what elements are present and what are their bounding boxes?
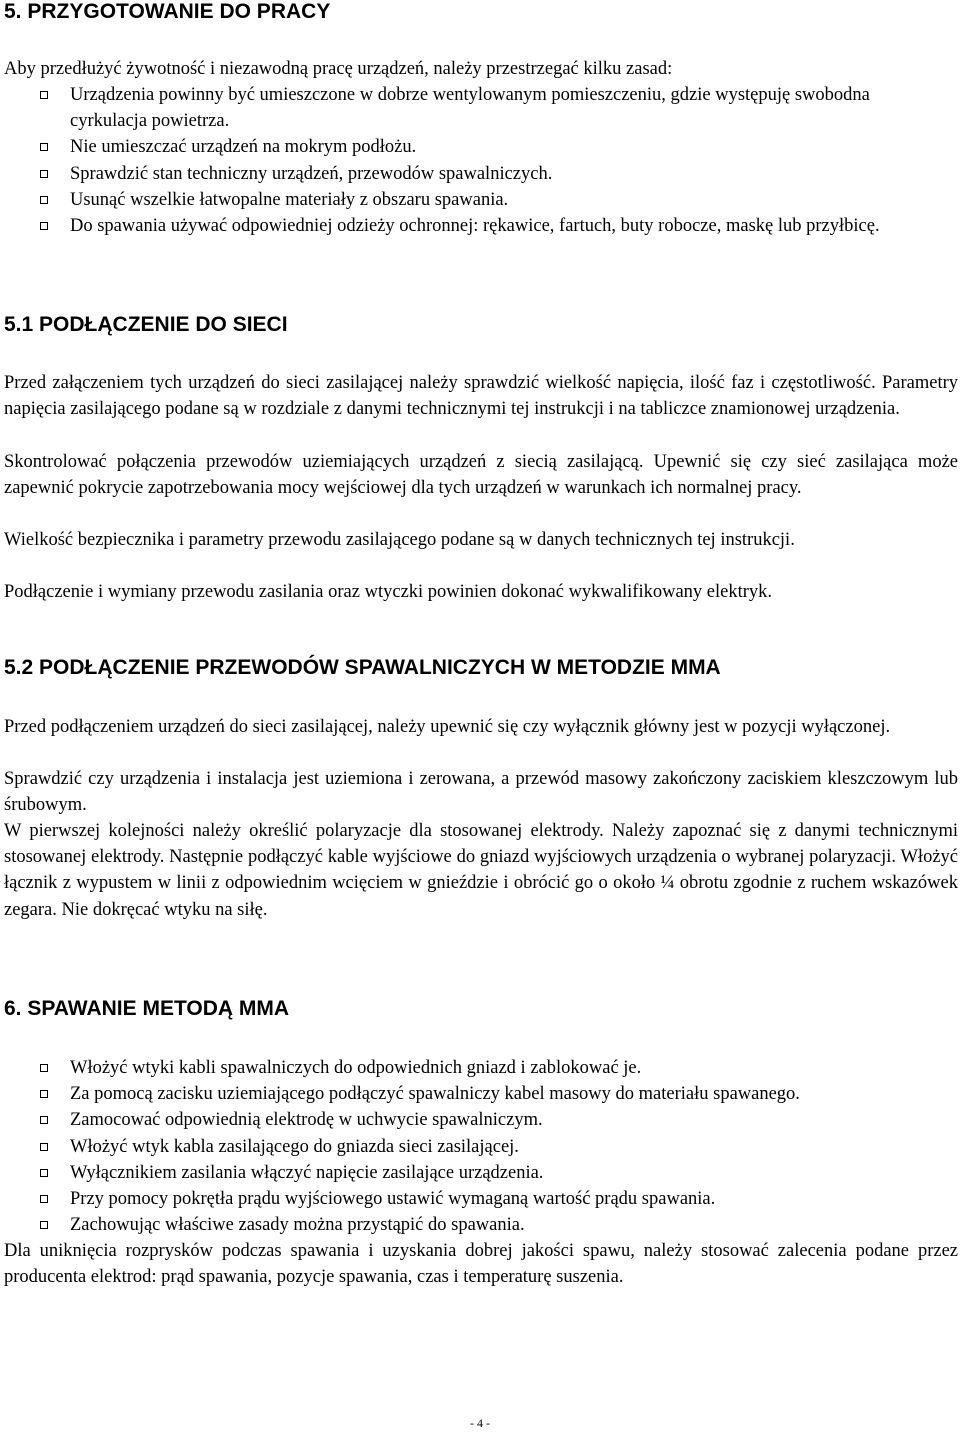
list-item-text: Za pomocą zacisku uziemiającego podłączyć spawalniczy kabel masowy do materiału spawanego. [70,1084,800,1105]
checkbox-bullet-icon [40,222,48,230]
list-item-text: Sprawdzić stan techniczny urządzeń, przewodów spawalniczych. [70,163,553,184]
list-item [0,1134,960,1160]
list-item-text: Włożyć wtyk kabla zasilającego do gniazda sieci zasilającej. [70,1136,519,1157]
list-item [0,1055,960,1081]
checkbox-bullet-icon [40,1195,48,1203]
list-item-text: Przy pomocy pokrętła prądu wyjściowego ustawić wymaganą wartość prądu spawania. [70,1189,716,1210]
section-5-2-paragraph: Przed podłączeniem urządzeń do sieci zasilającej, należy upewnić się czy wyłącznik główny jest w pozycji wyłączonej. [4,717,891,737]
list-item [0,1186,960,1212]
checkbox-bullet-icon [40,143,48,151]
checkbox-bullet-icon [40,1143,48,1151]
list-item [0,134,960,160]
section-5-2-paragraph: Sprawdzić czy urządzenia i instalacja jest uziemiona i zerowana, a przewód masowy zakończony zaciskiem kleszczowym lub śrubowym. [4,769,958,816]
section-6-closing-paragraph: Dla uniknięcia rozprysków podczas spawania i uzyskania dobrej jakości spawu, należy stosować zalecenia podane przez producenta elektrod: prąd spawania, pozycje spawania, czas i temperaturę suszenia. [4,1241,958,1288]
section-5-1-paragraph: Wielkość bezpiecznika i parametry przewodu zasilającego podane są w danych technicznych tej instrukcji. [4,530,795,550]
checkbox-bullet-icon [40,1064,48,1072]
list-item [0,213,960,239]
checkbox-bullet-icon [40,1116,48,1124]
page-number: - 4 - [470,1416,490,1430]
checkbox-bullet-icon [40,1221,48,1229]
list-item [0,1107,960,1133]
checkbox-bullet-icon [40,196,48,204]
list-item-text: Włożyć wtyki kabli spawalniczych do odpowiednich gniazd i zablokować je. [70,1058,642,1078]
list-item [0,82,960,134]
list-item [0,1160,960,1186]
section-5-1-paragraph: Podłączenie i wymiany przewodu zasilania oraz wtyczki powinien dokonać wykwalifikowany elektryk. [4,582,773,602]
section-5-heading: 5. PRZYGOTOWANIE DO PRACY [4,0,331,23]
section-6-heading: 6. SPAWANIE METODĄ MMA [4,997,290,1020]
checkbox-bullet-icon [40,1090,48,1098]
list-item-text: Do spawania używać odpowiedniej odzieży ochronnej: rękawice, fartuch, buty robocze, maskę lub przyłbicę. [70,216,880,237]
list-item [0,1081,960,1107]
list-item-text: Zachowując właściwe zasady można przystąpić do spawania. [70,1215,525,1236]
checkbox-bullet-icon [40,91,48,99]
welding-steps-list [0,1055,960,1238]
section-5-1-paragraph: Przed załączeniem tych urządzeń do sieci zasilającej należy sprawdzić wielkość napięcia, ilość faz i częstotliwość. Parametry napięcia zasilającego podane są w rozdziale z danymi technicznymi tej instrukcji i na tabliczce znamionowej urządzenia. [4,373,958,420]
section-5-intro: Aby przedłużyć żywotność i niezawodną pracę urządzeń, należy przestrzegać kilku zasad: [4,59,673,79]
list-item-text: Urządzenia powinny być umieszczone w dobrze wentylowanym pomieszczeniu, gdzie występuję swobodna cyrkulacja powietrza. [70,85,870,132]
list-item-text: Usunąć wszelkie łatwopalne materiały z obszaru spawania. [70,189,509,210]
checkbox-bullet-icon [40,1169,48,1177]
list-item-text: Wyłącznikiem zasilania włączyć napięcie zasilające urządzenia. [70,1162,544,1183]
checkbox-bullet-icon [40,170,48,178]
section-5-1-heading: 5.1 PODŁĄCZENIE DO SIECI [4,313,288,336]
list-item-text: Nie umieszczać urządzeń na mokrym podłożu. [70,137,417,158]
section-5-2-paragraph: W pierwszej kolejności należy określić polaryzacje dla stosowanej elektrody. Należy zapoznać się z danymi technicznymi stosowanej elektrody. Następnie podłączyć kable wyjściowe do gniazd wyjściowych urządzenia o wybranej polaryzacji. Włożyć łącznik z wypustem w linii z odpowiednim wcięciem w gnieździe i obrócić go o około ¼ obrotu zgodnie z ruchem wskazówek zegara. Nie dokręcać wtyku na siłę. [4,821,958,920]
preparation-rules-list [0,82,960,239]
list-item [0,161,960,187]
list-item [0,187,960,213]
section-5-2-heading: 5.2 PODŁĄCZENIE PRZEWODÓW SPAWALNICZYCH W METODZIE MMA [4,656,721,679]
list-item-text: Zamocować odpowiednią elektrodę w uchwycie spawalniczym. [70,1110,543,1131]
section-5-1-paragraph: Skontrolować połączenia przewodów uziemiających urządzeń z siecią zasilającą. Upewnić się czy sieć zasilająca może zapewnić pokrycie zapotrzebowania mocy wejściowej dla tych urządzeń w warunkach ich normalnej pracy. [4,452,958,499]
list-item [0,1212,960,1238]
